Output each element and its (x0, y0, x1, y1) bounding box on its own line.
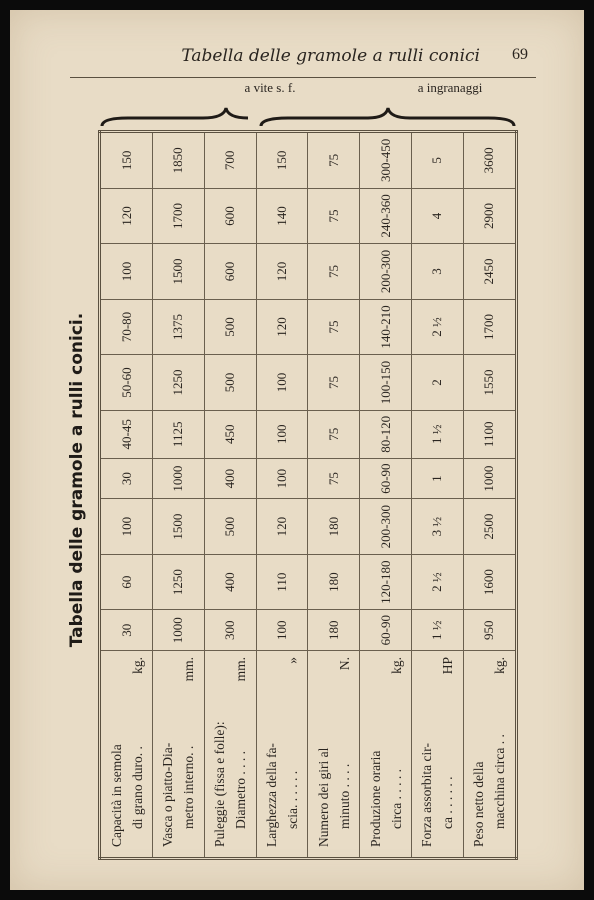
row-label-continued-text: Diametro . . . . (233, 751, 249, 829)
table-cell: 1250 (153, 554, 205, 610)
table-row (100, 132, 153, 859)
table-cell: 2900 (463, 188, 516, 244)
table-cell: 75 (308, 132, 360, 189)
table-cell: 3 (412, 244, 464, 300)
page-number: 69 (512, 46, 528, 63)
table-cell: 110 (256, 554, 308, 610)
row-label-continued-text: di grano duro. . (129, 746, 145, 829)
table-cell: 30 (100, 610, 153, 651)
table-cell: 1250 (153, 355, 205, 411)
table-row (463, 132, 516, 859)
row-label: Capacità in semola (108, 744, 124, 847)
table-cell: 100 (100, 499, 153, 555)
table-cell: 75 (308, 458, 360, 499)
row-label-continued-text: ca . . . . . . (440, 776, 456, 829)
table-row (308, 132, 360, 859)
table-cell: 1500 (153, 244, 205, 300)
table-cell: 1700 (463, 299, 516, 355)
table-row (204, 132, 256, 859)
table-cell: 75 (308, 299, 360, 355)
table-cell: 60-90 (360, 610, 412, 651)
table-cell: 100-150 (360, 355, 412, 411)
table-cell: 60 (100, 554, 153, 610)
table-cell: 120 (256, 499, 308, 555)
table-cell: 100 (256, 458, 308, 499)
row-unit: kg. (388, 657, 404, 674)
table-cell: 140-210 (360, 299, 412, 355)
table-cell: 3600 (463, 132, 516, 189)
table-cell: 1 (412, 458, 464, 499)
group-label-gears: a ingranaggi (417, 80, 483, 95)
row-label-continued (386, 657, 407, 847)
table-cell: 1 ½ (412, 410, 464, 458)
table-cell: 3 ½ (412, 499, 464, 555)
row-label-continued-text: scia. . . . . . (285, 770, 301, 829)
table-cell: 60-90 (360, 458, 412, 499)
gramole-table (98, 130, 518, 860)
row-unit: » (285, 657, 301, 664)
table-cell: 1 ½ (412, 610, 464, 651)
table-cell: 30 (100, 458, 153, 499)
table-cell: 2 ½ (412, 554, 464, 610)
row-label: Produzione oraria (367, 750, 383, 847)
table-cell: 150 (256, 132, 308, 189)
table-cell: 180 (308, 554, 360, 610)
table-cell: 450 (204, 410, 256, 458)
table-cell: 1550 (463, 355, 516, 411)
row-label: Forza assorbita cir- (419, 743, 435, 847)
row-label-cell (412, 651, 464, 859)
table-title: Tabella delle gramole a rulli conici. (67, 312, 87, 648)
row-label-continued-text: metro interno. . (181, 745, 197, 829)
row-label: Vasca o piatto-Dia- (160, 742, 176, 847)
row-unit: kg. (492, 657, 508, 674)
rotated-table-block (60, 80, 520, 860)
row-label: Peso netto della (471, 761, 487, 847)
table-cell: 240-360 (360, 188, 412, 244)
table-cell: 180 (308, 499, 360, 555)
table-cell: 75 (308, 244, 360, 300)
table-cell: 75 (308, 410, 360, 458)
row-label: Puleggie (fissa e folle): (212, 721, 228, 847)
row-label: Larghezza della fa- (264, 743, 280, 847)
table-cell: 100 (256, 410, 308, 458)
row-unit: kg. (129, 657, 145, 674)
table-cell: 75 (308, 355, 360, 411)
table-row (360, 132, 412, 859)
table-cell: 1000 (463, 458, 516, 499)
table-cell: 1700 (153, 188, 205, 244)
header-rule (70, 77, 536, 78)
table-cell: 2500 (463, 499, 516, 555)
row-label-cell (360, 651, 412, 859)
table-row (412, 132, 464, 859)
table-cell: 180 (308, 610, 360, 651)
table-cell: 500 (204, 499, 256, 555)
row-label-continued (437, 657, 458, 847)
row-label-cell (256, 651, 308, 859)
row-label: Numero dei giri al (315, 747, 331, 847)
table-cell: 400 (204, 458, 256, 499)
table-cell: 5 (412, 132, 464, 189)
table-cell: 120 (100, 188, 153, 244)
table-cell: 1000 (153, 610, 205, 651)
table-cell: 600 (204, 188, 256, 244)
row-label-continued (282, 657, 303, 847)
table-cell: 400 (204, 554, 256, 610)
table-cell: 75 (308, 188, 360, 244)
row-label-continued-text: circa . . . . . (388, 769, 404, 829)
row-label-cell (204, 651, 256, 859)
table-row (153, 132, 205, 859)
row-label-continued (127, 657, 148, 847)
table-cell: 80-120 (360, 410, 412, 458)
table-cell: 950 (463, 610, 516, 651)
table-cell: 70-80 (100, 299, 153, 355)
table-cell: 140 (256, 188, 308, 244)
row-label-continued (230, 657, 251, 847)
table-cell: 50-60 (100, 355, 153, 411)
table-row (256, 132, 308, 859)
row-label-continued-text: minuto . . . . (336, 763, 352, 829)
table-cell: 120-180 (360, 554, 412, 610)
table-cell: 200-300 (360, 499, 412, 555)
table-cell: 1500 (153, 499, 205, 555)
row-label-cell (463, 651, 516, 859)
running-title: Tabella delle gramole a rulli conici (181, 46, 480, 66)
row-label-cell (308, 651, 360, 859)
table-cell: 150 (100, 132, 153, 189)
row-label-continued (489, 657, 510, 847)
row-unit: HP (440, 657, 456, 675)
table-cell: 100 (100, 244, 153, 300)
table-cell: 200-300 (360, 244, 412, 300)
table-cell: 120 (256, 299, 308, 355)
table-cell: 1600 (463, 554, 516, 610)
table-cell: 700 (204, 132, 256, 189)
table-cell: 120 (256, 244, 308, 300)
brace-icon (98, 100, 518, 130)
row-unit: mm. (233, 657, 249, 682)
table-cell: 500 (204, 355, 256, 411)
table-cell: 1375 (153, 299, 205, 355)
table-cell: 2 ½ (412, 299, 464, 355)
row-label-continued-text: macchina circa . . (492, 734, 508, 829)
row-label-cell (153, 651, 205, 859)
table-cell: 2450 (463, 244, 516, 300)
table-cell: 1125 (153, 410, 205, 458)
group-braces (98, 100, 518, 130)
table-cell: 300-450 (360, 132, 412, 189)
group-label-screw: a vite s. f. (244, 80, 296, 95)
table-cell: 600 (204, 244, 256, 300)
row-label-continued (334, 657, 355, 847)
table-cell: 100 (256, 355, 308, 411)
table-cell: 100 (256, 610, 308, 651)
row-label-continued (178, 657, 199, 847)
running-head (110, 46, 534, 66)
table-cell: 40-45 (100, 410, 153, 458)
table-cell: 1000 (153, 458, 205, 499)
table-cell: 1100 (463, 410, 516, 458)
row-label-cell (100, 651, 153, 859)
table-cell: 1850 (153, 132, 205, 189)
table-cell: 2 (412, 355, 464, 411)
row-unit: mm. (181, 657, 197, 682)
table-cell: 500 (204, 299, 256, 355)
table-cell: 300 (204, 610, 256, 651)
row-unit: N. (336, 657, 352, 671)
table-cell: 4 (412, 188, 464, 244)
